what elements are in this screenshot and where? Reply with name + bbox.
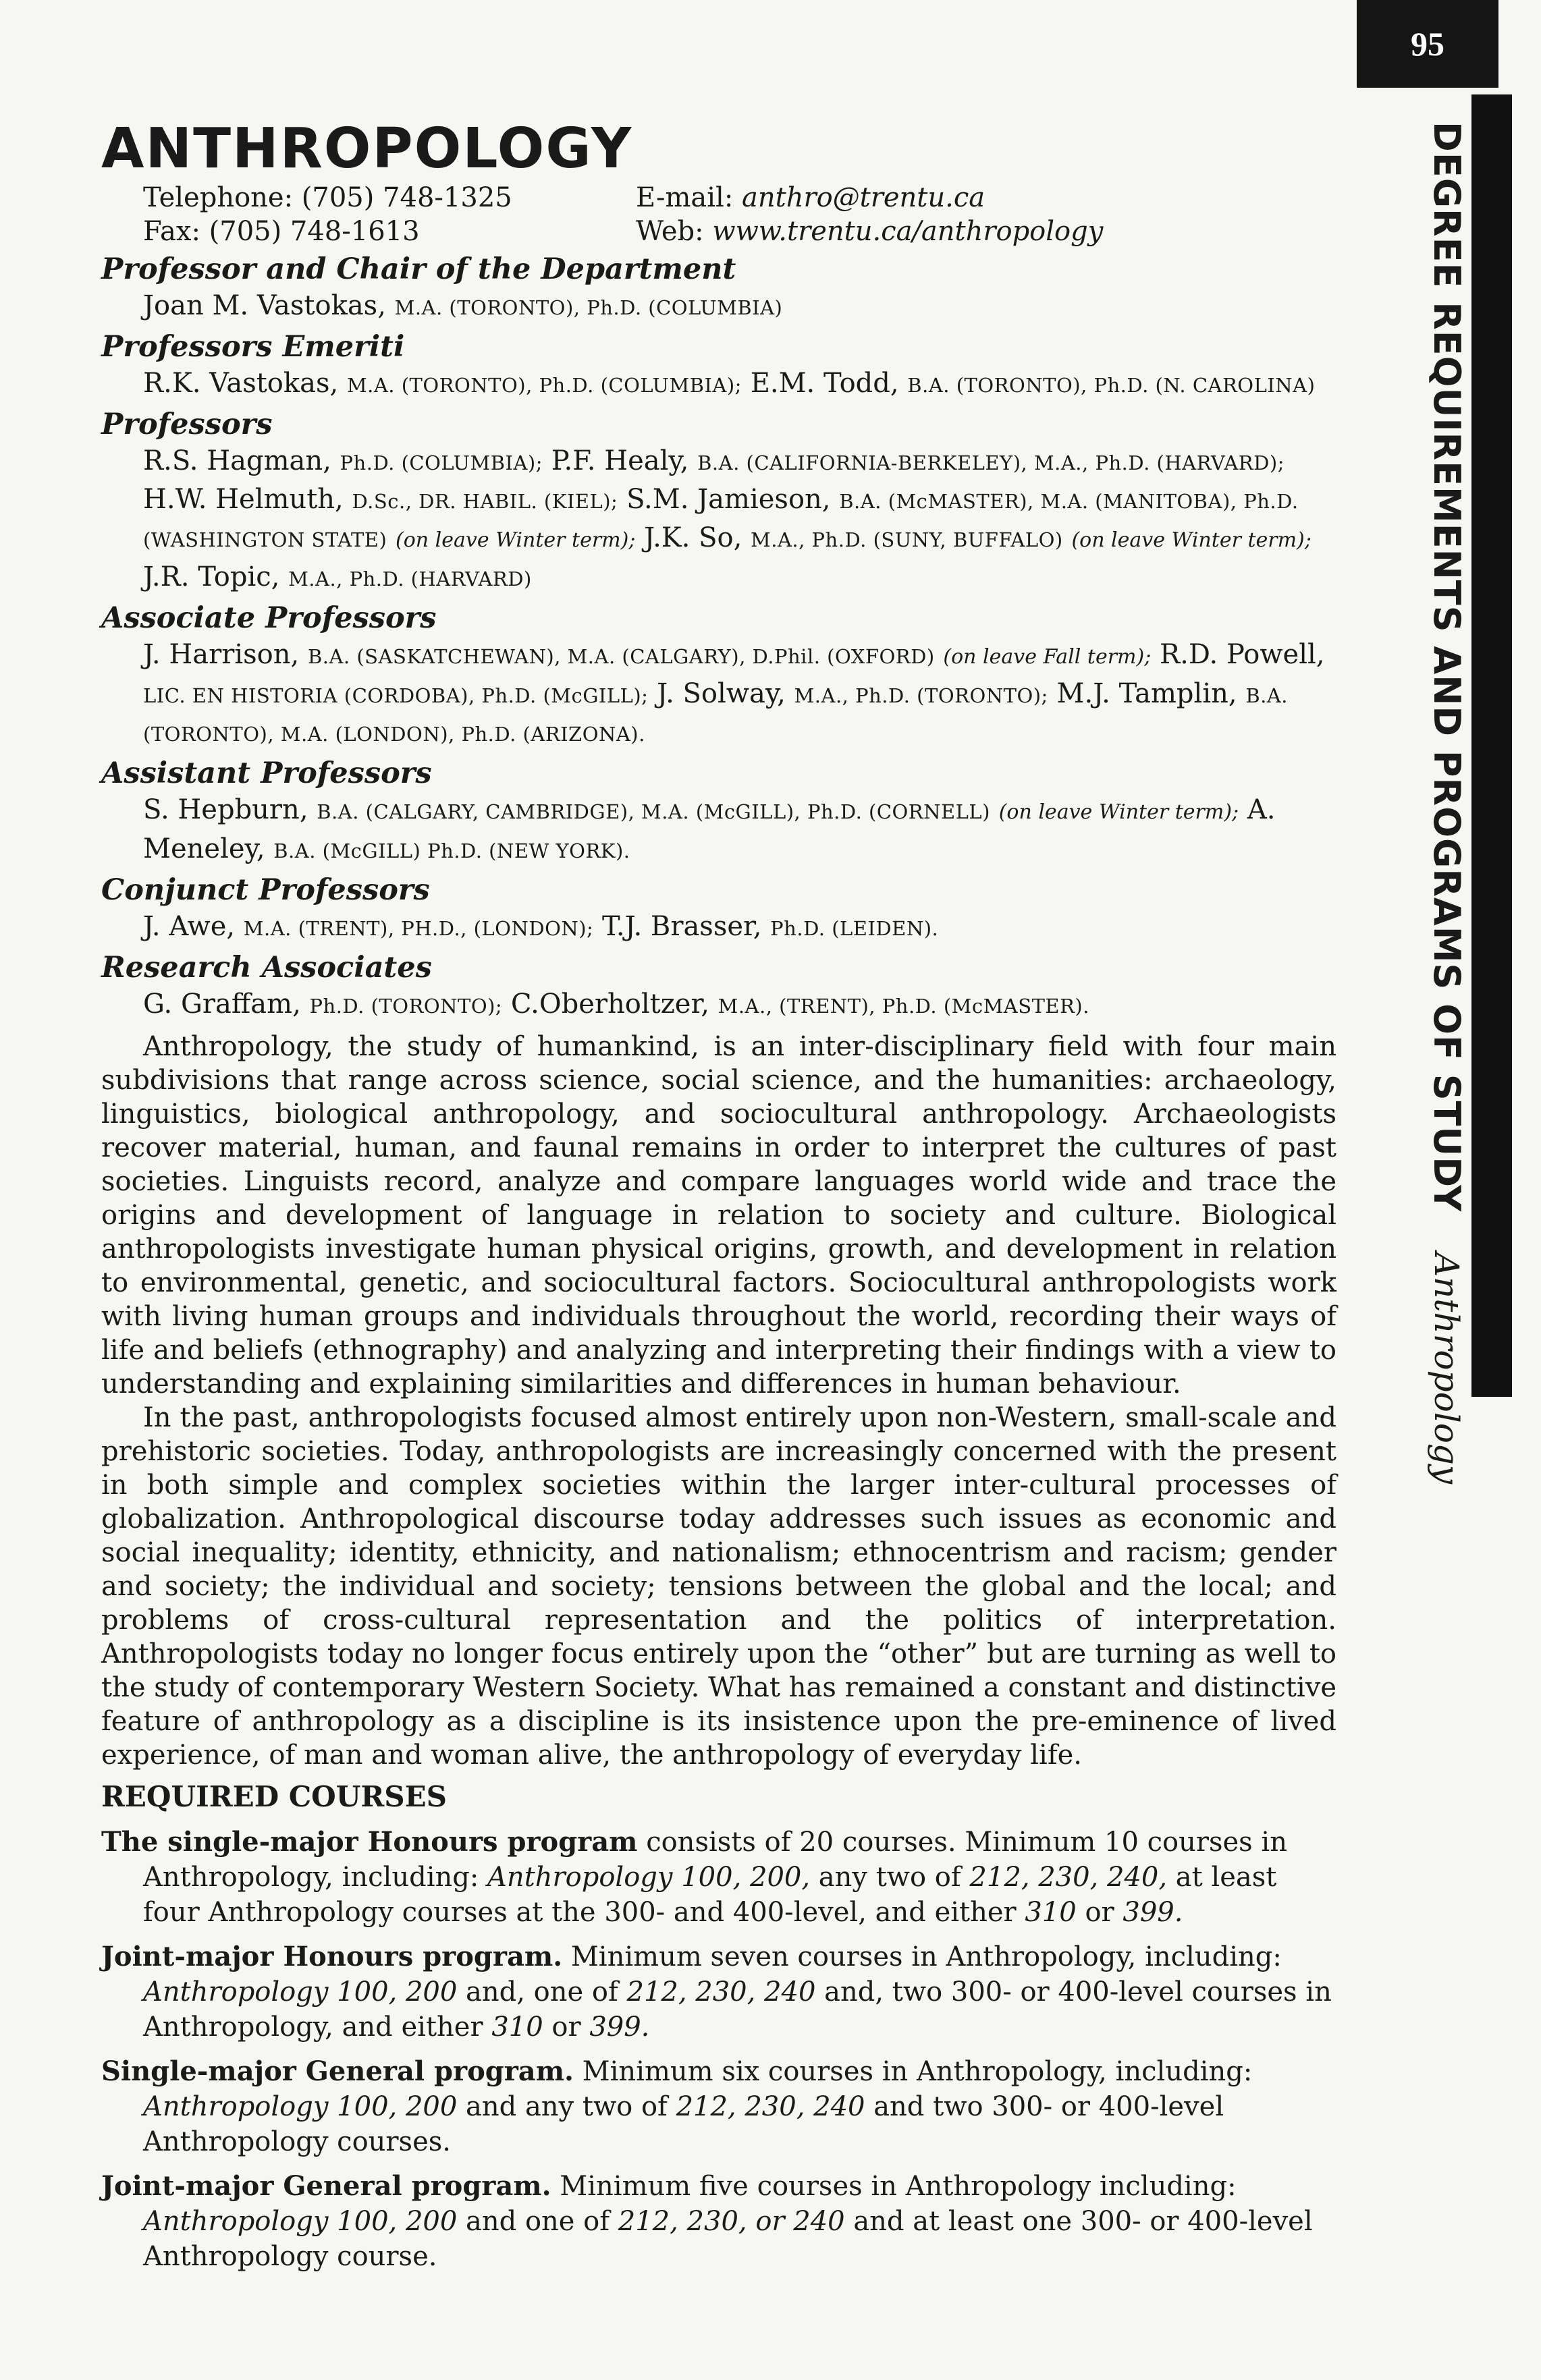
course-reference: Anthropology 100, 200 (143, 2091, 458, 2122)
faculty-credentials: M.A., Ph.D. (TORONTO); (794, 684, 1048, 707)
faculty-name: G. Graffam, (143, 989, 301, 1020)
faculty-member (143, 911, 593, 942)
faculty-credentials: B.A. (TORONTO), Ph.D. (N. CAROLINA) (907, 374, 1316, 397)
faculty-credentials: LIC. EN HISTORIA (CORDOBA), Ph.D. (McGILL); (143, 684, 649, 707)
emeriti-list (143, 365, 1336, 404)
page-number: 95 (1357, 0, 1498, 88)
program-list (101, 1825, 1336, 2274)
faculty-credentials: B.A. (TORONTO), M.A. (LONDON), Ph.D. (ARIZONA). (143, 684, 1289, 746)
faculty-leave-note: (on leave Winter term); (396, 528, 636, 552)
side-tab-subtitle: Anthropology (1427, 1252, 1466, 1485)
faculty-credentials: Ph.D. (TORONTO); (309, 995, 503, 1018)
faculty-member (511, 989, 1089, 1020)
intro-text (101, 1030, 1336, 1772)
side-tab-title: DEGREE REQUIREMENTS AND PROGRAMS OF STUDY (1426, 121, 1468, 1213)
faculty-member (143, 561, 532, 592)
faculty-member (143, 639, 1151, 670)
faculty-leave-note: (on leave Fall term); (943, 645, 1152, 669)
email-line (636, 181, 1336, 215)
assistant-heading: Assistant Professors (101, 756, 432, 790)
faculty-credentials: B.A. (CALIFORNIA-BERKELEY), M.A., Ph.D. (HARVARD); (697, 451, 1285, 474)
web-label: Web: (636, 216, 704, 247)
chair-list (143, 287, 1336, 326)
faculty-credentials: D.Sc., DR. HABIL. (KIEL); (352, 490, 618, 513)
faculty-name: J.K. So, (644, 522, 742, 553)
program-item (101, 2054, 1336, 2159)
course-reference: 399. (589, 2012, 650, 2043)
required-courses-heading: REQUIRED COURSES (101, 1780, 447, 1813)
professors-list (143, 443, 1336, 597)
course-reference: Anthropology 100, 200 (143, 1976, 458, 2008)
faculty-credentials: B.A. (McMASTER), M.A. (MANITOBA), Ph.D. (WASHINGTON STATE) (143, 490, 1299, 551)
program-text: consists of 20 courses. Minimum 10 courses in Anthropology, including: (143, 1827, 1287, 1893)
faculty-name: J. Solway, (657, 678, 786, 709)
faculty-name: R.S. Hagman, (143, 445, 331, 476)
program-name: The single-major Honours program (101, 1826, 638, 1858)
faculty-credentials: B.A. (McGILL) Ph.D. (NEW YORK). (273, 839, 630, 862)
faculty-name: E.M. Todd, (750, 368, 899, 399)
program-text: and two 300- or 400-level Anthropology courses. (143, 2091, 1224, 2157)
program-name: Joint-major Honours program. (101, 1941, 563, 1972)
faculty-name: J.R. Topic, (143, 561, 280, 592)
course-reference: Anthropology 100, 200, (487, 1862, 811, 1893)
course-reference: Anthropology 100, 200 (143, 2206, 458, 2237)
telephone: Telephone: (705) 748-1325 (143, 182, 512, 213)
side-tab-bar (1471, 94, 1512, 1397)
course-reference: 310 (491, 2012, 543, 2043)
emeriti-heading: Professors Emeriti (101, 330, 405, 364)
course-reference: 212, 230, or 240 (618, 2206, 845, 2237)
associate-heading: Associate Professors (101, 601, 437, 635)
program-text: or (1076, 1897, 1123, 1928)
faculty-credentials: M.A., Ph.D. (HARVARD) (288, 568, 532, 590)
faculty-name: P.F. Healy, (551, 445, 689, 476)
faculty-name: R.K. Vastokas, (143, 368, 339, 399)
program-item (101, 2169, 1336, 2274)
faculty-name: J. Awe, (143, 911, 236, 942)
faculty-name: H.W. Helmuth, (143, 484, 344, 515)
faculty-member (551, 445, 1285, 476)
faculty-credentials: Ph.D. (LEIDEN). (770, 917, 939, 940)
faculty-credentials: M.A., Ph.D. (SUNY, BUFFALO) (751, 528, 1063, 551)
faculty-leave-note: (on leave Winter term); (998, 800, 1239, 824)
program-text: any two of (810, 1862, 970, 1893)
research-list (143, 986, 1336, 1024)
intro-paragraph: Anthropology, the study of humankind, is an inter-disciplinary field with four main subdivisions that range across science, social science, and the humanities: archaeology, linguistics, biological anthropology, and sociocultural anthropology. Archaeologists recover material, human, and faunal remains in order to interpret the cultures of past societies. Linguists record, analyze and compare languages world wide and trace the origins and development of language in relation to society and culture. Biological anthropologists investigate human physical origins, growth, and development in relation to environmental, genetic, and sociocultural factors. Sociocultural anthropologists work with living human groups and individuals throughout the world, recording their ways of life and beliefs (ethnography) and analyzing and interpreting their findings with a view to understanding and explaining similarities and differences in human behaviour. (101, 1031, 1336, 1400)
chair-heading: Professor and Chair of the Department (101, 252, 736, 286)
program-text: Minimum seven courses in Anthropology, including: (562, 1941, 1282, 1972)
faculty-name: T.J. Brasser, (602, 911, 762, 942)
associate-list (143, 636, 1336, 752)
email-link[interactable]: anthro@trentu.ca (742, 182, 985, 213)
program-text: and at least one 300- or 400-level Anthropology course. (143, 2206, 1313, 2272)
program-name: Single-major General program. (101, 2055, 574, 2087)
program-text: at least four Anthropology courses at the 300- and 400-level, and either (143, 1862, 1277, 1928)
faculty-name: S.M. Jamieson, (626, 484, 831, 515)
faculty-member (143, 445, 543, 476)
program-name: Joint-major General program. (101, 2170, 551, 2202)
faculty-credentials: B.A. (CALGARY, CAMBRIDGE), M.A. (McGILL), Ph.D. (CORNELL) (317, 800, 990, 823)
program-text: and any two of (457, 2091, 676, 2122)
course-reference: 212, 230, 240 (676, 2091, 865, 2122)
program-item (101, 1939, 1336, 2045)
faculty-credentials: Ph.D. (COLUMBIA); (340, 451, 543, 474)
professors-heading: Professors (101, 408, 273, 441)
faculty-name: J. Harrison, (143, 639, 300, 670)
faculty-credentials: M.A., (TRENT), Ph.D. (McMASTER). (718, 995, 1089, 1018)
faculty-member (143, 368, 742, 399)
faculty-member (602, 911, 938, 942)
fax: Fax: (705) 748-1613 (143, 216, 420, 247)
faculty-name: C.Oberholtzer, (510, 989, 709, 1020)
web-link[interactable]: www.trentu.ca/anthropology (712, 216, 1104, 247)
faculty-member (143, 989, 502, 1020)
program-text: Minimum five courses in Anthropology including: (551, 2171, 1237, 2202)
course-reference: 212, 230, 240, (969, 1862, 1168, 1893)
faculty-credentials: B.A. (SASKATCHEWAN), M.A. (CALGARY), D.Phil. (OXFORD) (307, 645, 935, 668)
conjunct-list (143, 908, 1336, 947)
faculty-name: R.D. Powell, (1160, 639, 1325, 670)
side-tab (1401, 121, 1468, 1485)
page-title: ANTHROPOLOGY (101, 117, 633, 181)
email-label: E-mail: (636, 182, 734, 213)
program-text: and, two 300- or 400-level courses in Anthropology, and either (143, 1976, 1332, 2043)
course-reference: 212, 230, 240 (626, 1976, 816, 2008)
faculty-member (143, 290, 782, 321)
faculty-member (657, 678, 1048, 709)
faculty-member (644, 522, 1312, 553)
program-item (101, 1825, 1336, 1930)
faculty-member (143, 794, 1239, 825)
course-reference: 310 (1025, 1897, 1077, 1928)
assistant-list (143, 792, 1336, 869)
faculty-name: S. Hepburn, (143, 794, 308, 825)
faculty-leave-note: (on leave Winter term); (1071, 528, 1312, 552)
page-content (101, 117, 1336, 2274)
intro-paragraph: In the past, anthropologists focused almost entirely upon non-Western, small-scale and prehistoric societies. Today, anthropologists are increasingly concerned with the present in both simple and complex societies within the larger inter-cultural processes of globalization. Anthropological discourse today addresses such issues as economic and social inequality; identity, ethnicity, and nationalism; ethnocentrism and racism; gender and society; the individual and society; tensions between the global and the local; and problems of cross-cultural representation and the politics of interpretation. Anthropologists today no longer focus entirely upon the “other” but are turning as well to the study of contemporary Western Society. What has remained a constant and distinctive feature of anthropology as a discipline is its insistence upon the pre-eminence of lived experience, of man and woman alive, the anthropology of everyday life. (101, 1402, 1336, 1771)
faculty-name: M.J. Tamplin, (1056, 678, 1237, 709)
program-text: and one of (457, 2206, 618, 2237)
contact-block (143, 181, 1336, 248)
faculty-name: A. Meneley, (143, 794, 1276, 864)
program-text: Minimum six courses in Anthropology, including: (573, 2056, 1253, 2087)
conjunct-heading: Conjunct Professors (101, 873, 430, 907)
faculty-member (751, 368, 1316, 399)
course-reference: 399. (1123, 1897, 1183, 1928)
faculty-name: Joan M. Vastokas, (143, 290, 386, 321)
research-heading: Research Associates (101, 951, 432, 985)
faculty-credentials: M.A. (TORONTO), Ph.D. (COLUMBIA) (394, 296, 783, 319)
faculty-credentials: M.A. (TORONTO), Ph.D. (COLUMBIA); (346, 374, 742, 397)
program-text: or (543, 2012, 590, 2043)
program-text: and, one of (457, 1976, 627, 2008)
faculty-credentials: M.A. (TRENT), PH.D., (LONDON); (243, 917, 594, 940)
faculty-member (143, 484, 618, 515)
web-line (636, 215, 1336, 248)
